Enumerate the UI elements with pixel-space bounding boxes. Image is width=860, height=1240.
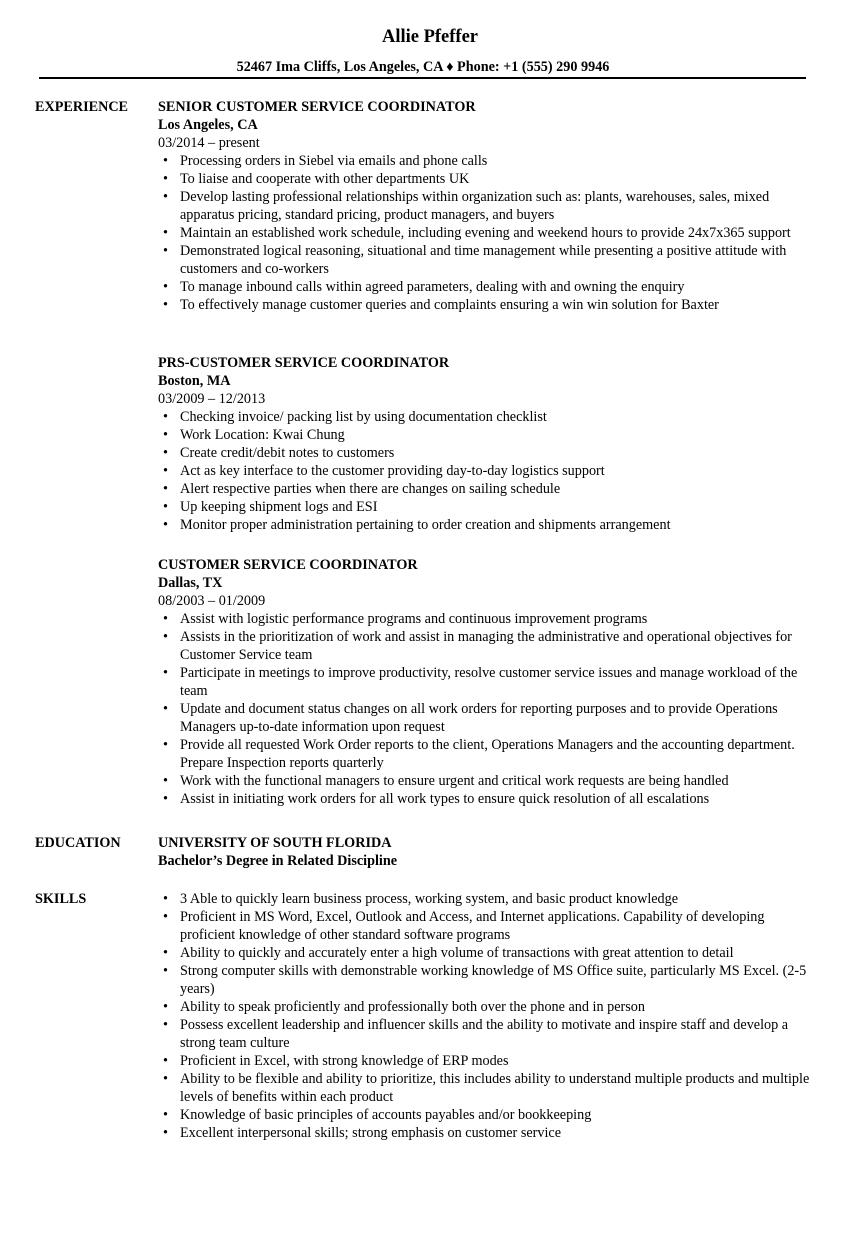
job-location: Boston, MA: [158, 373, 231, 389]
job-entry: [158, 98, 814, 314]
job-location: Dallas, TX: [158, 575, 223, 591]
bullet-text: Develop lasting professional relationships within organization such as: plants, warehouses, sales, mixed apparatus pricing, standard pricing, product managers, and buyers: [180, 189, 770, 223]
bullet-icon: •: [163, 773, 168, 789]
skill-text: Proficient in Excel, with strong knowledge of ERP modes: [180, 1053, 509, 1069]
list-item: [158, 278, 814, 296]
list-item: [158, 1070, 814, 1106]
bullet-text: Monitor proper administration pertaining to order creation and shipments arrangement: [180, 517, 671, 533]
bullet-icon: •: [163, 517, 168, 533]
bullet-icon: •: [163, 1125, 168, 1141]
bullet-icon: •: [163, 611, 168, 627]
job-bullets: [158, 408, 814, 534]
degree: Bachelor’s Degree in Related Discipline: [158, 853, 398, 869]
bullet-text: Update and document status changes on all work orders for reporting purposes and to provide Operations Managers up-to-date information upon request: [180, 701, 778, 735]
bullet-icon: •: [163, 427, 168, 443]
bullet-icon: •: [163, 665, 168, 681]
skill-text: Ability to speak proficiently and professionally both over the phone and in person: [180, 999, 645, 1015]
bullet-icon: •: [163, 409, 168, 425]
list-item: [158, 664, 814, 700]
job-location: Los Angeles, CA: [158, 117, 258, 133]
bullet-text: To effectively manage customer queries and complaints ensuring a win win solution for Baxter: [180, 297, 719, 313]
skill-text: Excellent interpersonal skills; strong emphasis on customer service: [180, 1125, 561, 1141]
job-title: SENIOR CUSTOMER SERVICE COORDINATOR: [158, 99, 476, 115]
list-item: [158, 296, 814, 314]
list-item: [158, 516, 814, 534]
job-bullets: [158, 152, 814, 314]
list-item: [158, 480, 814, 498]
section-label-experience: EXPERIENCE: [35, 99, 129, 115]
skills-list: [158, 890, 814, 1142]
section-label-skills: SKILLS: [35, 891, 87, 907]
bullet-icon: •: [163, 629, 168, 645]
bullet-text: Assists in the prioritization of work and assist in managing the administrative and operational objectives for Customer Service team: [180, 629, 792, 663]
bullet-text: Alert respective parties when there are changes on sailing schedule: [180, 481, 561, 497]
list-item: [158, 444, 814, 462]
bullet-text: To manage inbound calls within agreed parameters, dealing with and owning the enquiry: [180, 279, 685, 295]
section-label-education: EDUCATION: [35, 835, 121, 851]
bullet-text: Assist with logistic performance programs and continuous improvement programs: [180, 611, 648, 627]
bullet-text: Checking invoice/ packing list by using documentation checklist: [180, 409, 547, 425]
list-item: [158, 224, 814, 242]
list-item: [158, 998, 814, 1016]
bullet-icon: •: [163, 999, 168, 1015]
bullet-icon: •: [163, 791, 168, 807]
list-item: [158, 736, 814, 772]
school-name: UNIVERSITY OF SOUTH FLORIDA: [158, 835, 392, 851]
bullet-icon: •: [163, 1071, 168, 1087]
bullet-icon: •: [163, 891, 168, 907]
bullet-icon: •: [163, 499, 168, 515]
bullet-icon: •: [163, 963, 168, 979]
bullet-icon: •: [163, 243, 168, 259]
skill-text: Knowledge of basic principles of accounts payables and/or bookkeeping: [180, 1107, 592, 1123]
bullet-text: Maintain an established work schedule, including evening and weekend hours to provide 24x7x365 support: [180, 225, 791, 241]
education-entry: [158, 834, 814, 870]
list-item: [158, 908, 814, 944]
bullet-icon: •: [163, 737, 168, 753]
list-item: [158, 1106, 814, 1124]
list-item: [158, 170, 814, 188]
skill-text: Strong computer skills with demonstrable working knowledge of MS Office suite, particularly MS Excel. (2-5 years): [180, 963, 807, 997]
skills-entry: [158, 890, 814, 1142]
list-item: [158, 462, 814, 480]
bullet-text: Work with the functional managers to ensure urgent and critical work requests are being handled: [180, 773, 729, 789]
bullet-icon: •: [163, 1017, 168, 1033]
bullet-text: Work Location: Kwai Chung: [180, 427, 345, 443]
contact-line: 52467 Ima Cliffs, Los Angeles, CA ♦ Phone: +1 (555) 290 9946: [236, 59, 610, 75]
bullet-icon: •: [163, 153, 168, 169]
header-divider: [39, 77, 806, 79]
job-dates: 08/2003 – 01/2009: [158, 593, 266, 609]
list-item: [158, 408, 814, 426]
bullet-icon: •: [163, 481, 168, 497]
list-item: [158, 188, 814, 224]
list-item: [158, 890, 814, 908]
bullet-icon: •: [163, 189, 168, 205]
job-title: PRS-CUSTOMER SERVICE COORDINATOR: [158, 355, 450, 371]
list-item: [158, 498, 814, 516]
list-item: [158, 628, 814, 664]
list-item: [158, 152, 814, 170]
skill-text: Proficient in MS Word, Excel, Outlook and Access, and Internet applications. Capability of developing proficient knowledge of other standard software programs: [180, 909, 765, 943]
list-item: [158, 1016, 814, 1052]
list-item: [158, 962, 814, 998]
job-entry: [158, 556, 814, 808]
bullet-icon: •: [163, 909, 168, 925]
list-item: [158, 790, 814, 808]
bullet-icon: •: [163, 225, 168, 241]
bullet-icon: •: [163, 279, 168, 295]
list-item: [158, 1124, 814, 1142]
job-dates: 03/2014 – present: [158, 135, 260, 151]
skill-text: Ability to be flexible and ability to prioritize, this includes ability to understand multiple products and multiple levels of benefits within each product: [180, 1071, 810, 1105]
bullet-icon: •: [163, 1107, 168, 1123]
skill-text: Ability to quickly and accurately enter a high volume of transactions with great attention to detail: [180, 945, 734, 961]
list-item: [158, 1052, 814, 1070]
list-item: [158, 944, 814, 962]
list-item: [158, 772, 814, 790]
bullet-text: Processing orders in Siebel via emails and phone calls: [180, 153, 488, 169]
bullet-text: Assist in initiating work orders for all work types to ensure quick resolution of all escalations: [180, 791, 710, 807]
bullet-text: Up keeping shipment logs and ESI: [180, 499, 378, 515]
bullet-text: Act as key interface to the customer providing day-to-day logistics support: [180, 463, 605, 479]
bullet-icon: •: [163, 701, 168, 717]
bullet-text: To liaise and cooperate with other departments UK: [180, 171, 470, 187]
job-bullets: [158, 610, 814, 808]
list-item: [158, 610, 814, 628]
list-item: [158, 426, 814, 444]
list-item: [158, 242, 814, 278]
skill-text: 3 Able to quickly learn business process, working system, and basic product knowledge: [180, 891, 679, 907]
bullet-icon: •: [163, 297, 168, 313]
bullet-text: Create credit/debit notes to customers: [180, 445, 395, 461]
resume-name: Allie Pfeffer: [381, 27, 479, 47]
list-item: [158, 700, 814, 736]
bullet-icon: •: [163, 463, 168, 479]
job-title: CUSTOMER SERVICE COORDINATOR: [158, 557, 418, 573]
bullet-text: Demonstrated logical reasoning, situational and time management while presenting a positive attitude with customers and co-workers: [180, 243, 787, 277]
job-dates: 03/2009 – 12/2013: [158, 391, 266, 407]
bullet-icon: •: [163, 445, 168, 461]
bullet-text: Participate in meetings to improve productivity, resolve customer service issues and manage workload of the team: [180, 665, 798, 699]
bullet-text: Provide all requested Work Order reports to the client, Operations Managers and the accounting department. Prepare Inspection reports quarterly: [180, 737, 795, 771]
bullet-icon: •: [163, 1053, 168, 1069]
job-entry: [158, 354, 814, 534]
bullet-icon: •: [163, 171, 168, 187]
skill-text: Possess excellent leadership and influencer skills and the ability to motivate and inspire staff and develop a strong team culture: [180, 1017, 789, 1051]
bullet-icon: •: [163, 945, 168, 961]
